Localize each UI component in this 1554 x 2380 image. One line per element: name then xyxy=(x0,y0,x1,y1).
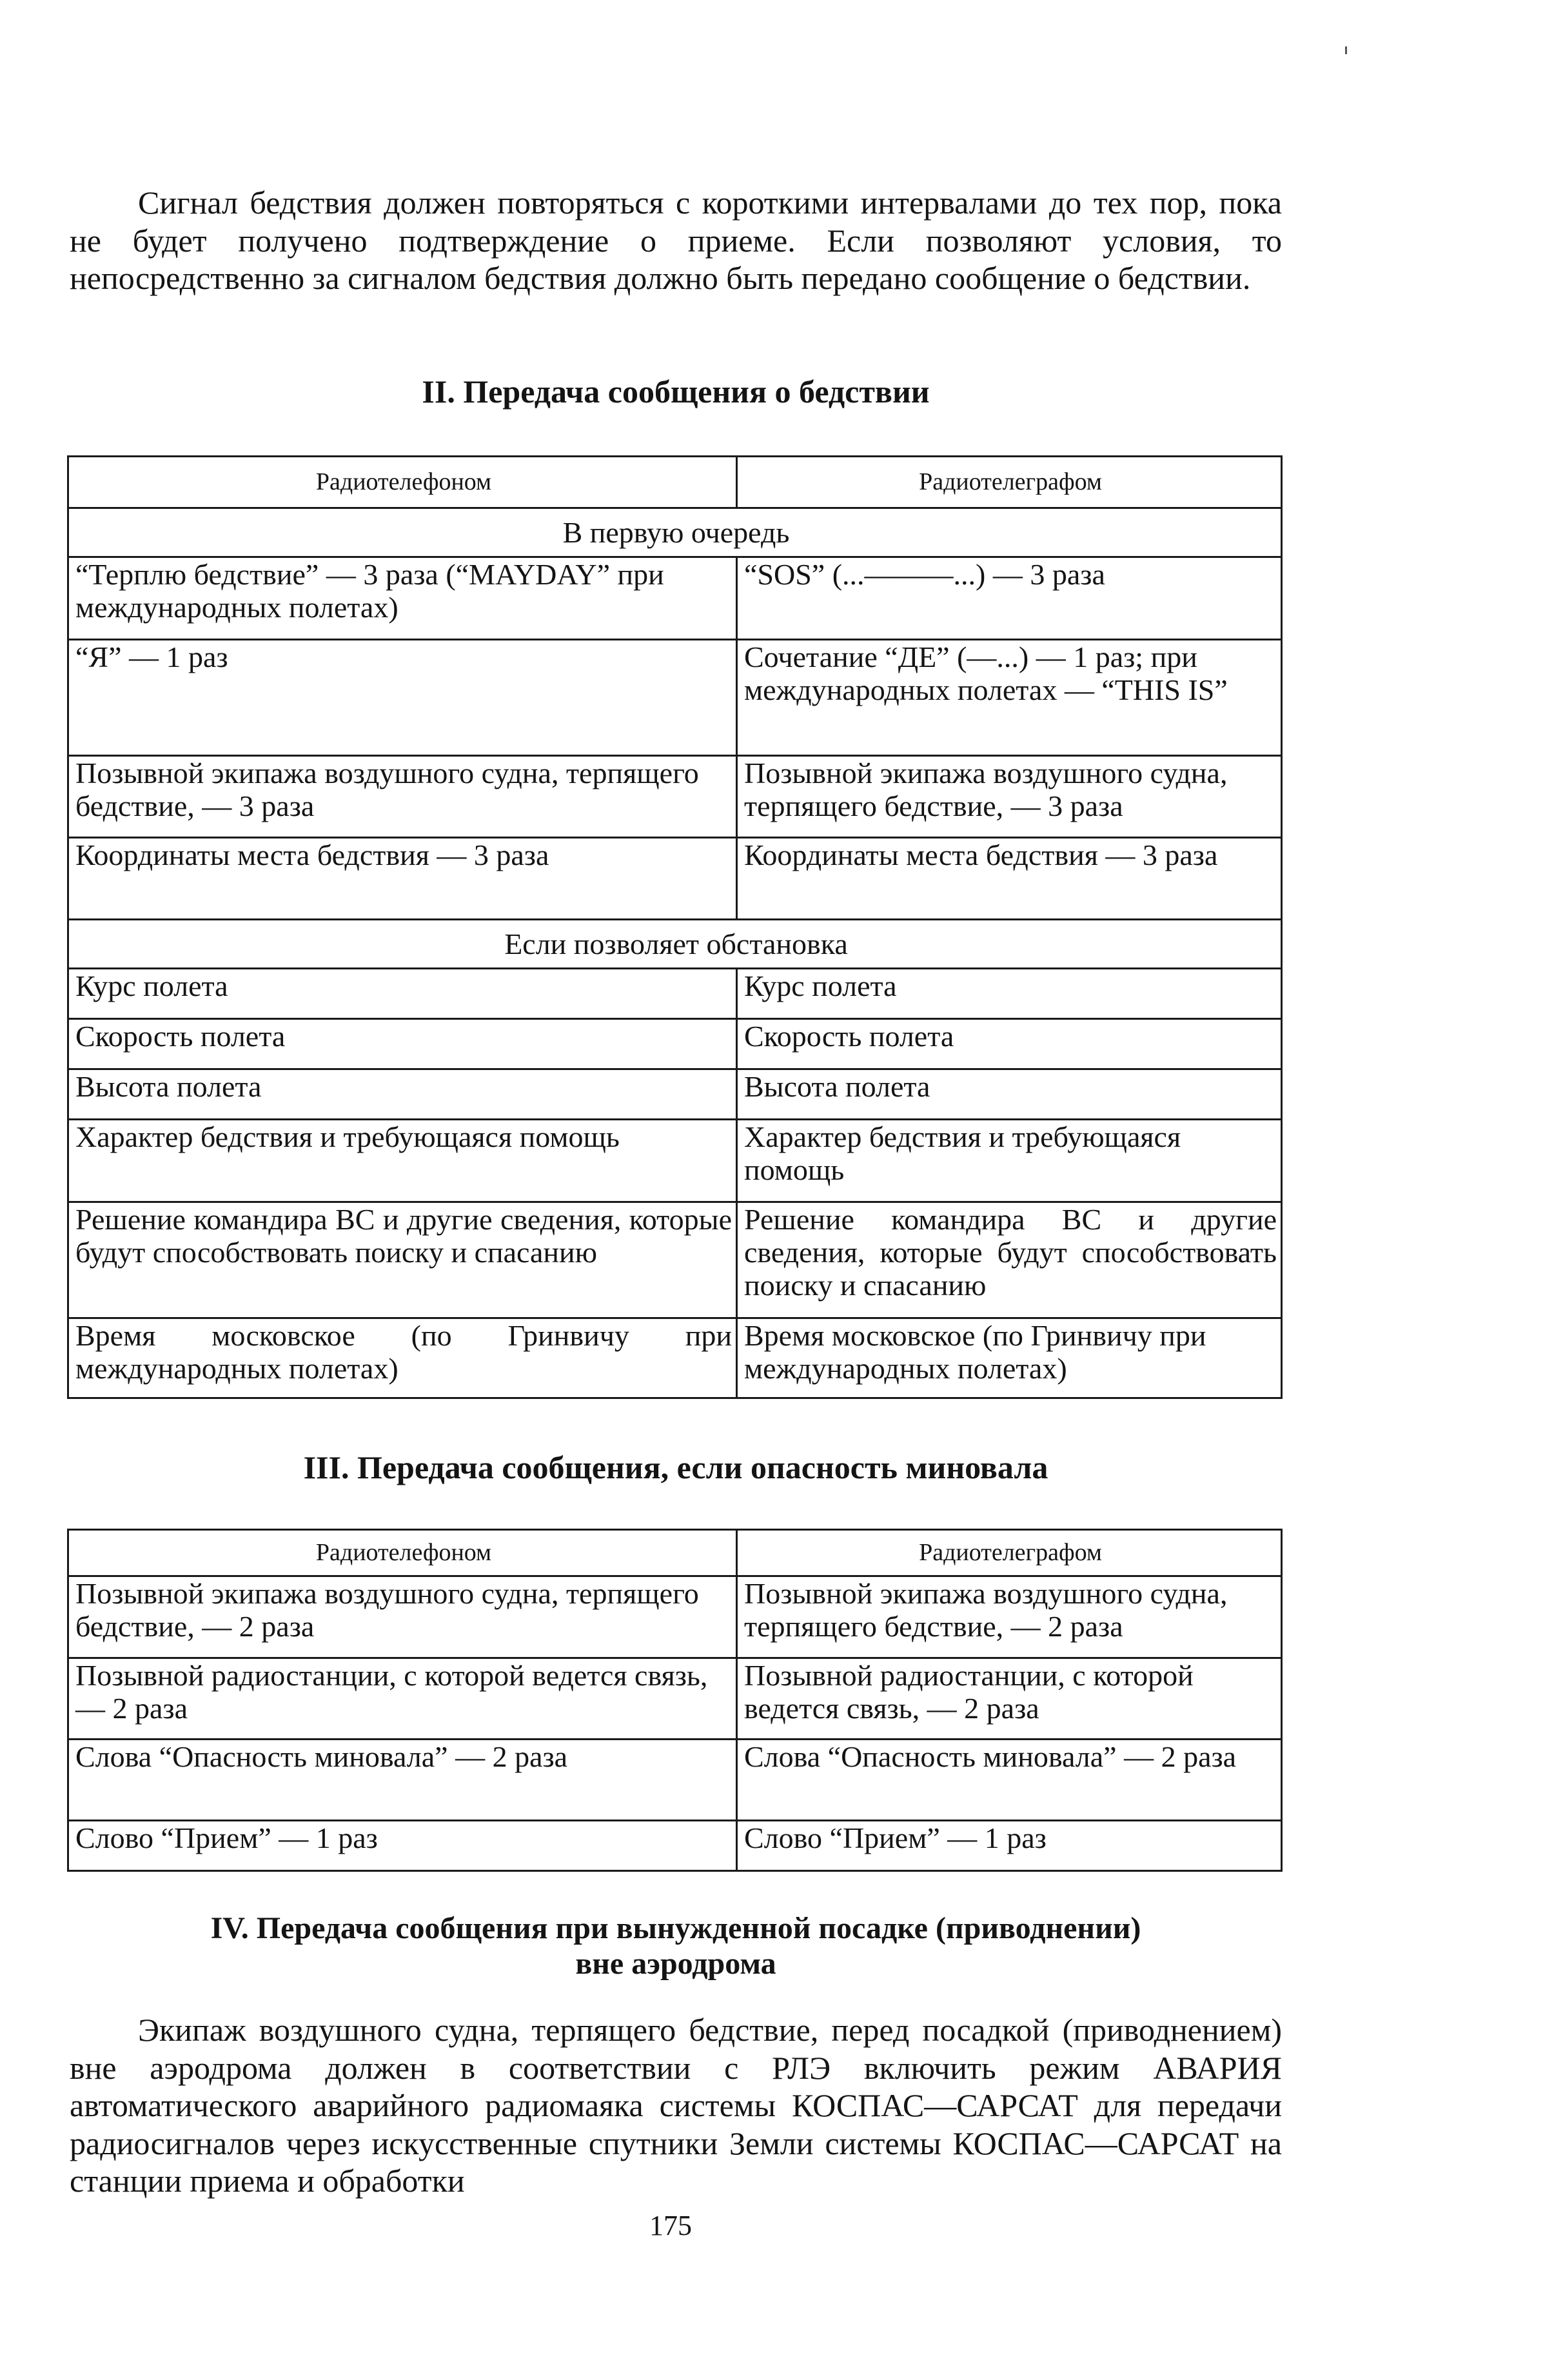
cell-left: “Я” — 1 раз xyxy=(68,640,737,756)
section-4-paragraph-text: Экипаж воздушного судна, терпящего бедствие, перед посадкой (приводнением) вне аэродрома должен в соответствии с РЛЭ включить режим АВАРИЯ автоматического аварийного радиомаяка системы КОСПАС—САРСАТ для передачи радиосигналов через искусственные спутники Земли системы КОСПАС—САРСАТ на станции приема и обработки xyxy=(70,2012,1282,2199)
cell-right: Слово “Прием” — 1 раз xyxy=(737,1821,1282,1871)
cell-right: Скорость полета xyxy=(737,1019,1282,1069)
cell-right: Время московское (по Гринвичу при международных полетах) xyxy=(737,1318,1282,1398)
table-row xyxy=(68,1019,1282,1069)
group-row xyxy=(68,920,1282,969)
header-radiotelegraph: Радиотелеграфом xyxy=(737,457,1282,508)
cell-right: Характер бедствия и требующаяся помощь xyxy=(737,1120,1282,1202)
cell-left: Слово “Прием” — 1 раз xyxy=(68,1821,737,1871)
table-row xyxy=(68,640,1282,756)
group-row xyxy=(68,508,1282,557)
table-header-row xyxy=(68,1530,1282,1576)
cell-left: Позывной радиостанции, с которой ведется связь, — 2 раза xyxy=(68,1658,737,1740)
cell-left: Слова “Опасность миновала” — 2 раза xyxy=(68,1740,737,1821)
table-row xyxy=(68,1740,1282,1821)
scan-mark xyxy=(1345,46,1347,54)
group-if-permitted: Если позволяет обстановка xyxy=(68,920,1282,969)
header-radiotelephone: Радиотелефоном xyxy=(68,1530,737,1576)
cell-left: “Терплю бедствие” — 3 раза (“MAYDAY” при международных полетах) xyxy=(68,557,737,640)
cell-left: Курс полета xyxy=(68,969,737,1019)
cell-right: Курс полета xyxy=(737,969,1282,1019)
cell-right: Слова “Опасность миновала” — 2 раза xyxy=(737,1740,1282,1821)
cell-right: Высота полета xyxy=(737,1069,1282,1120)
section-4-paragraph xyxy=(70,2011,1282,2200)
cell-right: Решение командира ВС и другие сведения, которые будут способствовать поиску и спасанию xyxy=(737,1202,1282,1318)
cell-right: Позывной экипажа воздушного судна, терпящего бедствие, — 2 раза xyxy=(737,1576,1282,1658)
table-row xyxy=(68,1120,1282,1202)
cell-right: Сочетание “ДЕ” (—...) — 1 раз; при международных полетах — “THIS IS” xyxy=(737,640,1282,756)
table-row xyxy=(68,1069,1282,1120)
cell-left: Время московское (по Гринвичу при международных полетах) xyxy=(68,1318,737,1398)
section-3-title: III. Передача сообщения, если опасность миновала xyxy=(303,1449,1048,1485)
table-row xyxy=(68,969,1282,1019)
intro-paragraph xyxy=(70,184,1282,297)
table-row xyxy=(68,838,1282,920)
cell-left: Решение командира ВС и другие сведения, которые будут способствовать поиску и спасанию xyxy=(68,1202,737,1318)
header-radiotelegraph: Радиотелеграфом xyxy=(737,1530,1282,1576)
cell-left: Позывной экипажа воздушного судна, терпящего бедствие, — 3 раза xyxy=(68,756,737,838)
cell-left: Позывной экипажа воздушного судна, терпящего бедствие, — 2 раза xyxy=(68,1576,737,1658)
distress-message-table xyxy=(67,455,1283,1399)
page-number: 175 xyxy=(649,2210,692,2241)
table-row xyxy=(68,1576,1282,1658)
cell-right: “SOS” (...———...) — 3 раза xyxy=(737,557,1282,640)
table-row xyxy=(68,1202,1282,1318)
table-row xyxy=(68,1658,1282,1740)
cell-right: Позывной радиостанции, с которой ведется связь, — 2 раза xyxy=(737,1658,1282,1740)
section-4-title-line2: вне аэродрома xyxy=(575,1947,776,1981)
header-radiotelephone: Радиотелефоном xyxy=(68,457,737,508)
danger-passed-table xyxy=(67,1529,1283,1872)
cell-right: Координаты места бедствия — 3 раза xyxy=(737,838,1282,920)
table-row xyxy=(68,756,1282,838)
cell-left: Координаты места бедствия — 3 раза xyxy=(68,838,737,920)
section-2-title: II. Передача сообщения о бедствии xyxy=(422,373,930,410)
cell-left: Характер бедствия и требующаяся помощь xyxy=(68,1120,737,1202)
group-first-priority: В первую очередь xyxy=(68,508,1282,557)
section-4-title xyxy=(70,1910,1282,1981)
table-header-row xyxy=(68,457,1282,508)
cell-left: Высота полета xyxy=(68,1069,737,1120)
table-row xyxy=(68,1821,1282,1871)
intro-paragraph-text: Сигнал бедствия должен повторяться с короткими интервалами до тех пор, пока не будет получено подтверждение о приеме. Если позволяют условия, то непосредственно за сигналом бедствия должно быть передано сообщение о бедствии. xyxy=(70,184,1282,296)
table-row xyxy=(68,1318,1282,1398)
cell-right: Позывной экипажа воздушного судна, терпящего бедствие, — 3 раза xyxy=(737,756,1282,838)
table-row xyxy=(68,557,1282,640)
section-4-title-line1: IV. Передача сообщения при вынужденной посадке (приводнении) xyxy=(210,1911,1141,1945)
cell-left: Скорость полета xyxy=(68,1019,737,1069)
